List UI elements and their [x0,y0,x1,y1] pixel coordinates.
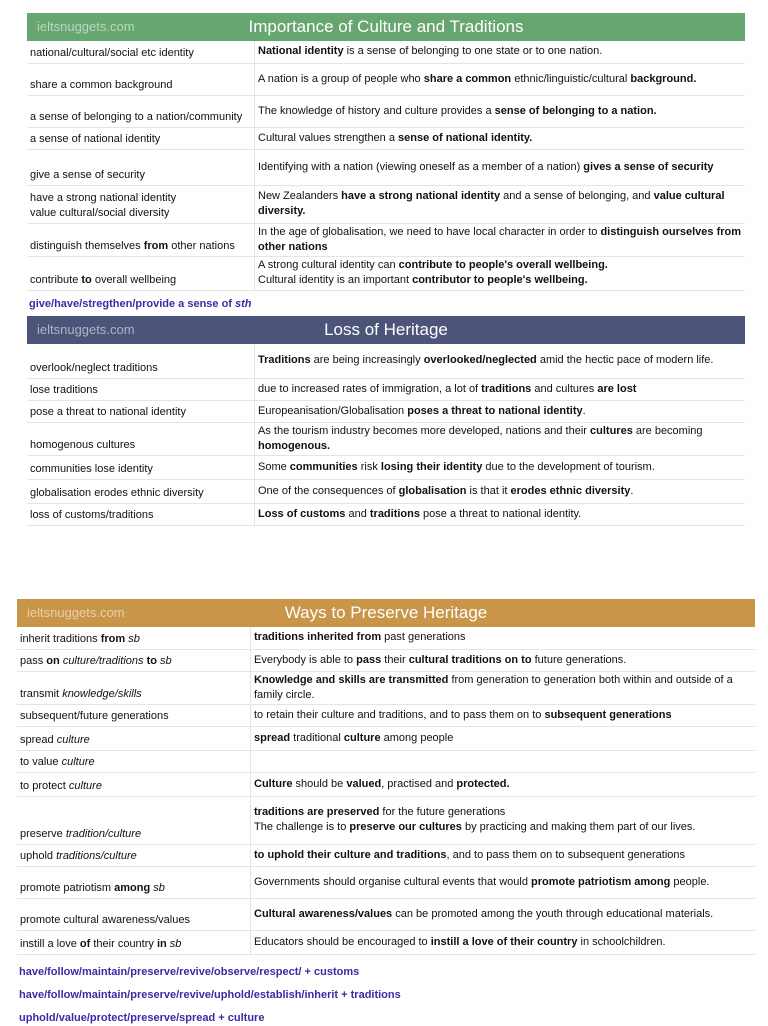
term-cell: homogenous cultures [27,422,255,455]
term-cell: national/cultural/social etc identity [27,41,255,63]
vocab-table [27,344,745,526]
table-row [27,422,745,455]
term-cell: overlook/neglect traditions [27,344,255,378]
example-cell: traditions inherited from past generations [251,627,756,649]
table-row [17,726,755,750]
section-heritage [27,316,745,526]
table-row [27,127,745,149]
section-title: Ways to Preserve Heritage [284,603,488,622]
term-cell: pass on culture/traditions to sb [17,649,251,671]
example-cell: Some communities risk losing their identity due to the development of tourism. [255,455,746,479]
term-cell: pose a threat to national identity [27,400,255,422]
example-cell: Governments should organise cultural events that would promote patriotism among people. [251,866,756,898]
table-row [17,750,755,772]
collocation-list [17,965,401,1026]
table-row [27,149,745,185]
example-cell: In the age of globalisation, we need to have local character in order to distinguish ourselves from other nations [255,223,746,256]
table-row [27,344,745,378]
collocation-line: give/have/stregthen/provide a sense of sth [29,297,252,310]
example-cell: One of the consequences of globalisation is that it erodes ethnic diversity. [255,479,746,503]
table-row [17,898,755,930]
table-row [27,256,745,290]
section-title: Importance of Culture and Traditions [248,17,524,36]
term-cell: inherit traditions from sb [17,627,251,649]
term-cell: to value culture [17,750,251,772]
table-row [27,185,745,223]
section-header [17,599,755,627]
term-cell: instill a love of their country in sb [17,930,251,954]
term-cell: preserve tradition/culture [17,796,251,844]
term-cell: promote patriotism among sb [17,866,251,898]
example-cell: New Zealanders have a strong national identity and a sense of belonging, and value cultural diversity. [255,185,746,223]
example-cell: due to increased rates of immigration, a lot of traditions and cultures are lost [255,378,746,400]
table-row [27,455,745,479]
table-row [17,930,755,954]
term-cell: lose traditions [27,378,255,400]
term-cell: give a sense of security [27,149,255,185]
vocab-table [17,627,755,955]
term-cell: to protect culture [17,772,251,796]
table-row [27,63,745,95]
table-row [17,627,755,649]
term-cell: loss of customs/traditions [27,503,255,525]
example-cell: As the tourism industry becomes more developed, nations and their cultures are becoming homogenous. [255,422,746,455]
example-cell: Everybody is able to pass their cultural traditions on to future generations. [251,649,756,671]
example-cell: to retain their culture and traditions, and to pass them on to subsequent generations [251,704,756,726]
section-title: Loss of Heritage [324,320,448,339]
example-cell: to uphold their culture and traditions, and to pass them on to subsequent generations [251,844,756,866]
example-cell: Educators should be encouraged to instill a love of their country in schoolchildren. [251,930,756,954]
watermark: ieltsnuggets.com [37,322,135,337]
vocab-table [27,41,745,291]
table-row [17,671,755,704]
example-cell: A strong cultural identity can contribute to people's overall wellbeing. Cultural identity is an important contributor to people's wellbeing. [255,256,746,290]
watermark: ieltsnuggets.com [27,605,125,620]
table-row [27,400,745,422]
table-row [17,772,755,796]
example-cell: Culture should be valued, practised and protected. [251,772,756,796]
term-cell: contribute to overall wellbeing [27,256,255,290]
table-row [17,649,755,671]
section-header [27,13,745,41]
example-cell: Cultural awareness/values can be promoted among the youth through educational materials. [251,898,756,930]
example-cell: National identity is a sense of belonging to one state or to one nation. [255,41,746,63]
term-cell: distinguish themselves from other nations [27,223,255,256]
table-row [17,704,755,726]
collocation-line: have/follow/maintain/preserve/revive/observe/respect/ + customs [19,966,360,978]
term-cell: transmit knowledge/skills [17,671,251,704]
term-cell: communities lose identity [27,455,255,479]
term-cell: uphold traditions/culture [17,844,251,866]
example-cell: Knowledge and skills are transmitted from generation to generation both within and outside of a family circle. [251,671,756,704]
collocation-line: uphold/value/protect/preserve/spread + culture [19,1012,265,1024]
table-row [27,479,745,503]
term-cell: spread culture [17,726,251,750]
section-header [27,316,745,344]
table-row [27,503,745,525]
term-cell: a sense of belonging to a nation/community [27,95,255,127]
example-cell: Loss of customs and traditions pose a threat to national identity. [255,503,746,525]
table-row [17,844,755,866]
term-cell: globalisation erodes ethnic diversity [27,479,255,503]
example-cell: traditions are preserved for the future generations The challenge is to preserve our cultures by practicing and making them part of our lives. [251,796,756,844]
collocation-line: have/follow/maintain/preserve/revive/uphold/establish/inherit + traditions [19,989,401,1001]
table-row [17,866,755,898]
section-culture [27,13,745,312]
table-row [27,223,745,256]
term-cell: share a common background [27,63,255,95]
example-cell: Europeanisation/Globalisation poses a threat to national identity. [255,400,746,422]
example-cell: Identifying with a nation (viewing oneself as a member of a nation) gives a sense of security [255,149,746,185]
example-cell: The knowledge of history and culture provides a sense of belonging to a nation. [255,95,746,127]
watermark: ieltsnuggets.com [37,19,135,34]
example-cell: A nation is a group of people who share a common ethnic/linguistic/cultural background. [255,63,746,95]
section-preserve [17,599,755,955]
example-cell: Traditions are being increasingly overlooked/neglected amid the hectic pace of modern life. [255,344,746,378]
term-cell: have a strong national identity value cultural/social diversity [27,185,255,223]
table-row [17,796,755,844]
term-cell: subsequent/future generations [17,704,251,726]
term-cell: a sense of national identity [27,127,255,149]
example-cell: spread traditional culture among people [251,726,756,750]
table-row [27,95,745,127]
table-row [27,378,745,400]
example-cell: Cultural values strengthen a sense of national identity. [255,127,746,149]
table-row [27,41,745,63]
term-cell: promote cultural awareness/values [17,898,251,930]
example-cell [251,750,756,772]
